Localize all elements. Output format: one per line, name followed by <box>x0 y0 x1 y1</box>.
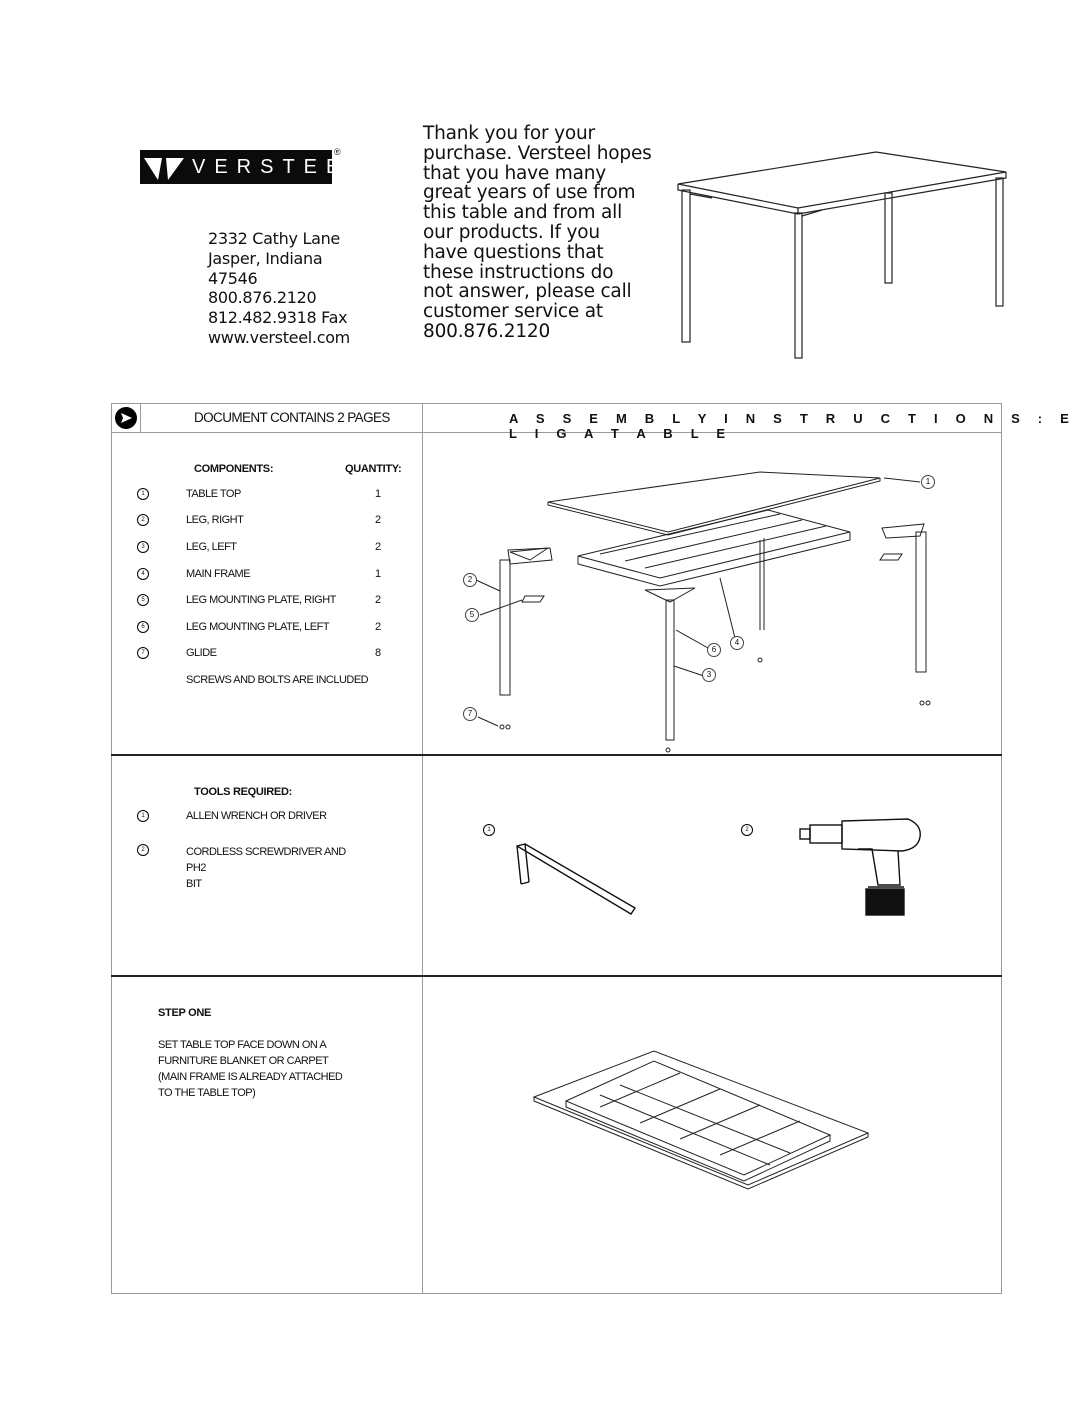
next-page-arrow-icon <box>115 407 137 429</box>
message-line: these instructions do <box>423 261 614 283</box>
callout-6: 6 <box>707 643 721 657</box>
component-quantity: 2 <box>375 514 381 526</box>
message-line: Thank you for your <box>423 123 595 144</box>
allen-wrench-icon <box>505 838 645 923</box>
component-quantity: 2 <box>375 621 381 633</box>
callout-2: 2 <box>463 573 477 587</box>
logo-mark-icon <box>140 150 188 184</box>
versteel-logo <box>140 150 369 184</box>
component-name: LEG, LEFT <box>186 541 237 553</box>
tool-number: 1 <box>137 810 149 822</box>
grid-divider <box>422 403 423 1294</box>
tool-figure-label: 1 <box>483 824 495 836</box>
hardware-note: SCREWS AND BOLTS ARE INCLUDED <box>186 674 369 686</box>
message-line: not answer, please call <box>423 281 632 303</box>
table-illustration <box>672 150 1012 365</box>
message-line: purchase. Versteel hopes <box>423 142 652 164</box>
quantity-header: QUANTITY: <box>345 463 402 475</box>
section-divider <box>111 975 1002 977</box>
item-number: 6 <box>137 621 149 633</box>
component-name: LEG MOUNTING PLATE, RIGHT <box>186 594 336 606</box>
tool-number: 2 <box>137 844 149 856</box>
message-line: great years of use from <box>423 182 636 204</box>
tool-figure-label: 2 <box>741 824 753 836</box>
cordless-drill-icon <box>798 815 928 920</box>
item-number: 1 <box>137 488 149 500</box>
step-one-diagram <box>530 1045 875 1195</box>
registered-mark: ® <box>334 147 341 157</box>
item-number: 4 <box>137 568 149 580</box>
component-quantity: 8 <box>375 647 381 659</box>
company-address <box>208 229 350 348</box>
logo-wordmark: VERSTEEL <box>192 156 369 178</box>
address-line: Jasper, Indiana <box>208 248 323 268</box>
callout-4: 4 <box>730 636 744 650</box>
callout-1: 1 <box>921 475 935 489</box>
fax-number: 812.482.9318 Fax <box>208 308 348 328</box>
callout-3: 3 <box>702 668 716 682</box>
component-name: TABLE TOP <box>186 488 241 500</box>
tool-name: ALLEN WRENCH OR DRIVER <box>186 810 327 822</box>
components-header: COMPONENTS: <box>194 463 274 475</box>
message-line: that you have many <box>423 162 607 184</box>
message-line: have questions that <box>423 241 604 263</box>
step-one-heading: STEP ONE <box>158 1007 212 1019</box>
phone-number: 800.876.2120 <box>208 288 317 308</box>
component-quantity: 1 <box>375 568 381 580</box>
component-quantity: 2 <box>375 594 381 606</box>
step-one-instructions <box>158 1037 348 1101</box>
callout-5: 5 <box>465 608 479 622</box>
instruction-line: TO THE TABLE TOP) <box>158 1087 256 1099</box>
message-line: this table and from all <box>423 202 623 224</box>
item-number: 2 <box>137 514 149 526</box>
callout-7: 7 <box>463 707 477 721</box>
tool-name-line: CORDLESS SCREWDRIVER AND PH2 <box>186 846 346 874</box>
instruction-line: (MAIN FRAME IS ALREADY ATTACHED <box>158 1071 343 1083</box>
website-link[interactable]: www.versteel.com <box>208 327 350 347</box>
thank-you-message <box>423 124 663 342</box>
address-line: 2332 Cathy Lane <box>208 229 340 248</box>
arrow-cell-divider <box>140 403 141 432</box>
instruction-line: FURNITURE BLANKET OR CARPET <box>158 1055 329 1067</box>
tool-name <box>186 844 366 892</box>
message-line: customer service at <box>423 301 603 323</box>
document-page-count: DOCUMENT CONTAINS 2 PAGES <box>194 410 390 425</box>
instruction-line: SET TABLE TOP FACE DOWN ON A <box>158 1039 327 1051</box>
page-title: A S S E M B L Y I N S T R U C T I O N S : E L I G A T A B L E <box>509 411 1076 441</box>
message-line: 800.876.2120 <box>423 320 551 342</box>
item-number: 3 <box>137 541 149 553</box>
component-quantity: 1 <box>375 488 381 500</box>
component-name: MAIN FRAME <box>186 568 251 580</box>
tool-name-line: BIT <box>186 878 202 890</box>
component-quantity: 2 <box>375 541 381 553</box>
tools-heading: TOOLS REQUIRED: <box>194 786 292 798</box>
address-line: 47546 <box>208 268 258 288</box>
component-name: LEG, RIGHT <box>186 514 244 526</box>
message-line: our products. If you <box>423 221 600 243</box>
item-number: 5 <box>137 594 149 606</box>
component-name: LEG MOUNTING PLATE, LEFT <box>186 621 330 633</box>
exploded-assembly-diagram <box>440 450 960 755</box>
component-name: GLIDE <box>186 647 217 659</box>
item-number: 7 <box>137 647 149 659</box>
